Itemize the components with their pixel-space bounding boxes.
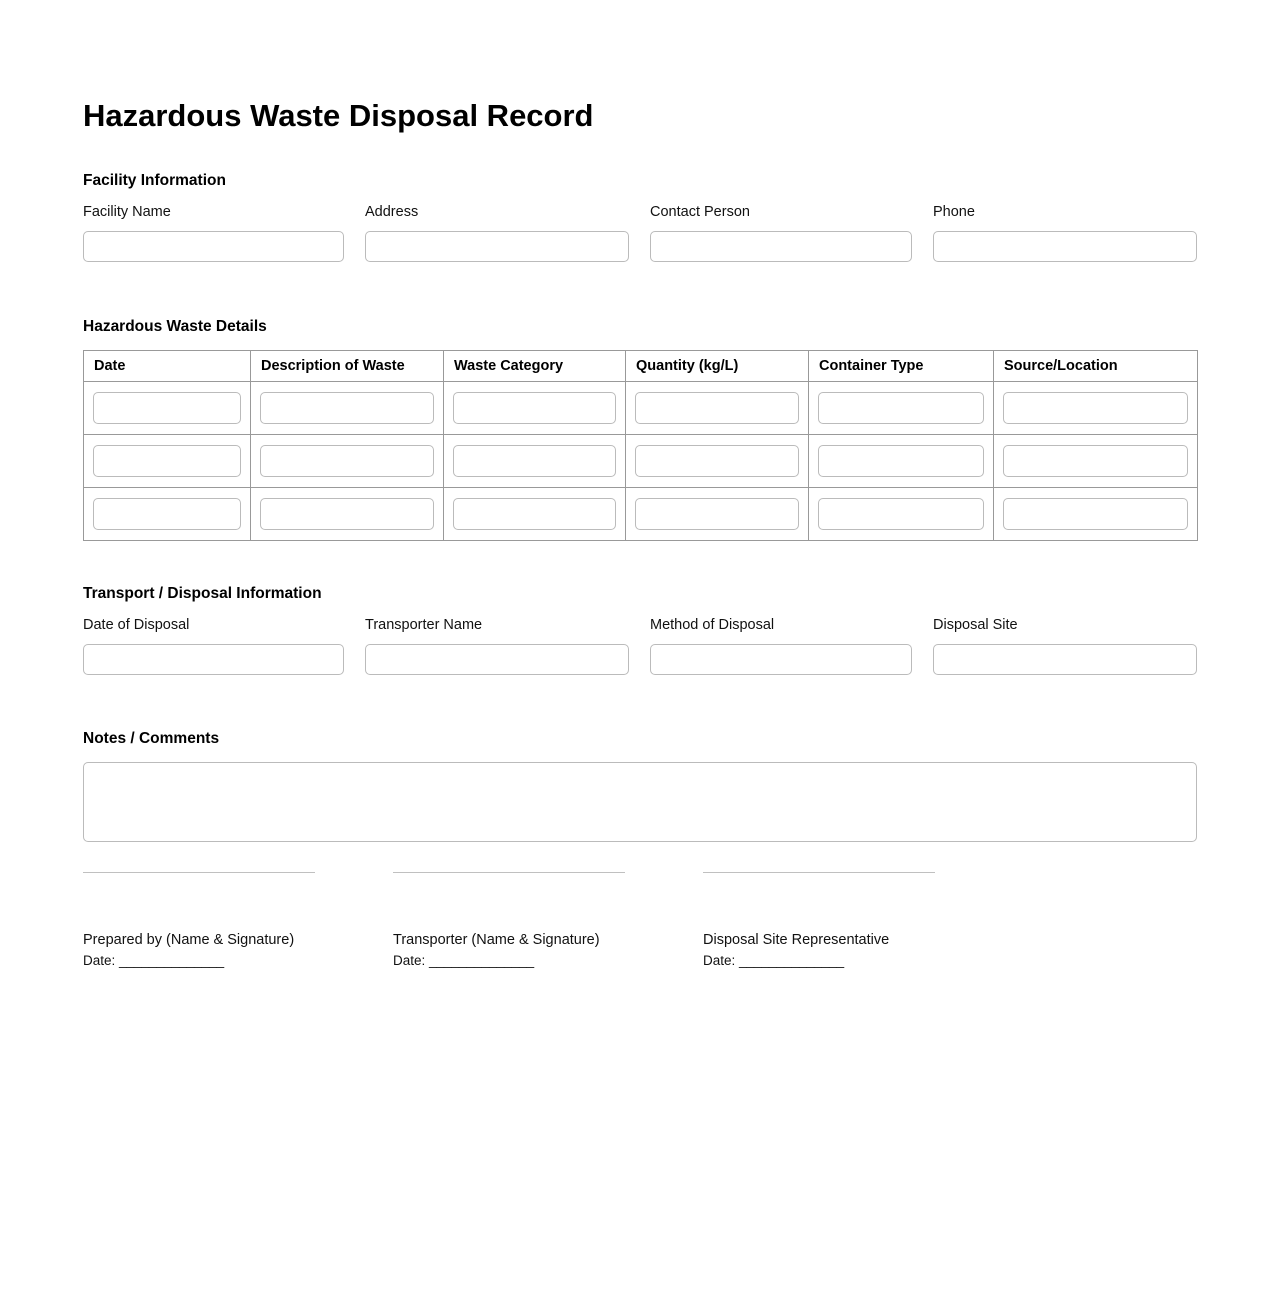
facility-information-heading: Facility Information [83, 172, 226, 189]
transport-disposal-section [83, 585, 1197, 675]
facility-name-label: Facility Name [83, 204, 171, 220]
waste-source-input-3[interactable] [1003, 498, 1188, 530]
facility-name-input[interactable] [83, 231, 344, 262]
cell-date [84, 488, 251, 541]
waste-category-input-3[interactable] [453, 498, 616, 530]
cell-description [251, 382, 444, 435]
cell-category [444, 488, 626, 541]
page-title: Hazardous Waste Disposal Record [83, 98, 594, 133]
transport-disposal-heading: Transport / Disposal Information [83, 585, 322, 602]
facility-information-section [83, 172, 1197, 262]
cell-description [251, 488, 444, 541]
hazardous-waste-details-section [83, 318, 1197, 541]
disposal-site-representative-label: Disposal Site Representative [703, 932, 890, 948]
transport-field-row [83, 617, 1197, 675]
contact-person-label: Contact Person [650, 204, 750, 220]
cell-container [809, 382, 994, 435]
table-header-row [84, 351, 1198, 382]
spacer [83, 541, 1197, 585]
waste-container-input-1[interactable] [818, 392, 984, 424]
cell-source [994, 435, 1198, 488]
phone-label: Phone [933, 204, 975, 220]
signature-line [703, 872, 935, 873]
waste-container-input-2[interactable] [818, 445, 984, 477]
cell-date [84, 382, 251, 435]
table-row [84, 435, 1198, 488]
hazardous-waste-details-heading: Hazardous Waste Details [83, 318, 267, 335]
waste-source-input-2[interactable] [1003, 445, 1188, 477]
table-row [84, 488, 1198, 541]
cell-category [444, 382, 626, 435]
field-contact-person [650, 204, 933, 262]
contact-person-input[interactable] [650, 231, 912, 262]
waste-description-input-3[interactable] [260, 498, 434, 530]
notes-comments-heading: Notes / Comments [83, 730, 220, 747]
waste-source-input-1[interactable] [1003, 392, 1188, 424]
method-of-disposal-label: Method of Disposal [650, 617, 775, 633]
waste-category-input-1[interactable] [453, 392, 616, 424]
signature-section [83, 872, 1197, 970]
table-row [84, 382, 1198, 435]
field-address [365, 204, 650, 262]
signature-line [83, 872, 315, 873]
notes-comments-section [83, 730, 1197, 842]
cell-description [251, 435, 444, 488]
notes-comments-textarea[interactable] [83, 762, 1197, 842]
waste-description-input-2[interactable] [260, 445, 434, 477]
disposal-site-representative-date-label: Date: ______________ [703, 953, 845, 968]
column-header-quantity: Quantity (kg/L) [626, 351, 809, 382]
prepared-by-label: Prepared by (Name & Signature) [83, 932, 295, 948]
waste-date-input-3[interactable] [93, 498, 241, 530]
column-header-container: Container Type [809, 351, 994, 382]
waste-quantity-input-2[interactable] [635, 445, 799, 477]
date-of-disposal-input[interactable] [83, 644, 344, 675]
field-phone [933, 204, 1197, 262]
column-header-description: Description of Waste [251, 351, 444, 382]
cell-container [809, 488, 994, 541]
cell-category [444, 435, 626, 488]
prepared-by-date-label: Date: ______________ [83, 953, 225, 968]
transporter-name-input[interactable] [365, 644, 629, 675]
waste-date-input-1[interactable] [93, 392, 241, 424]
cell-quantity [626, 382, 809, 435]
field-facility-name [83, 204, 365, 262]
waste-quantity-input-3[interactable] [635, 498, 799, 530]
method-of-disposal-input[interactable] [650, 644, 912, 675]
waste-container-input-3[interactable] [818, 498, 984, 530]
column-header-date: Date [84, 351, 251, 382]
waste-date-input-2[interactable] [93, 445, 241, 477]
signature-column-transporter [393, 872, 658, 970]
phone-input[interactable] [933, 231, 1197, 262]
transporter-date-label: Date: ______________ [393, 953, 535, 968]
address-label: Address [365, 204, 419, 220]
signature-column-prepared-by [83, 872, 348, 970]
hazardous-waste-table [83, 350, 1198, 541]
waste-quantity-input-1[interactable] [635, 392, 799, 424]
cell-container [809, 435, 994, 488]
cell-date [84, 435, 251, 488]
disposal-site-label: Disposal Site [933, 617, 1018, 633]
column-header-category: Waste Category [444, 351, 626, 382]
disposal-site-input[interactable] [933, 644, 1197, 675]
spacer [83, 675, 1197, 730]
waste-category-input-2[interactable] [453, 445, 616, 477]
signature-column-disposal-site-rep [703, 872, 968, 970]
address-input[interactable] [365, 231, 629, 262]
field-disposal-site [933, 617, 1197, 675]
field-transporter-name [365, 617, 650, 675]
column-header-source: Source/Location [994, 351, 1198, 382]
transporter-name-label: Transporter Name [365, 617, 483, 633]
document-content [83, 98, 1197, 970]
transporter-signature-label: Transporter (Name & Signature) [393, 932, 600, 948]
waste-description-input-1[interactable] [260, 392, 434, 424]
field-method-of-disposal [650, 617, 933, 675]
spacer [83, 262, 1197, 318]
cell-source [994, 382, 1198, 435]
facility-field-row [83, 204, 1197, 262]
field-date-of-disposal [83, 617, 365, 675]
cell-quantity [626, 435, 809, 488]
signature-line [393, 872, 625, 873]
cell-quantity [626, 488, 809, 541]
date-of-disposal-label: Date of Disposal [83, 617, 190, 633]
cell-source [994, 488, 1198, 541]
